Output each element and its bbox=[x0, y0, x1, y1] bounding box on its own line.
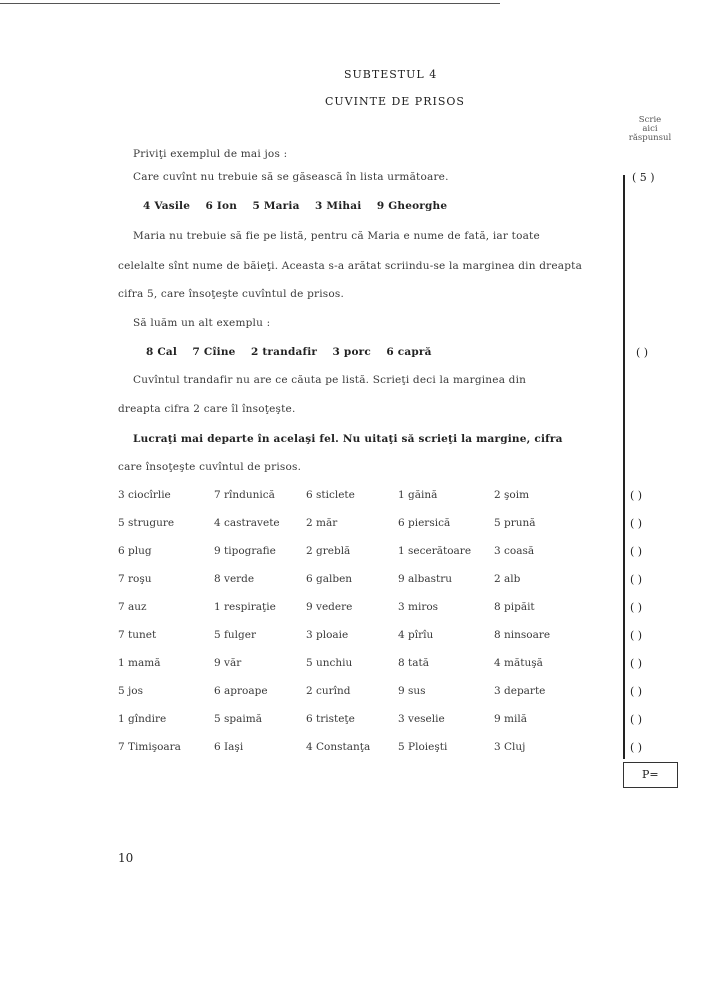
list-item bbox=[118, 713, 598, 729]
word-option: 3 veselie bbox=[398, 713, 445, 725]
top-rule bbox=[0, 3, 500, 4]
word-option: 6 Iaşi bbox=[214, 741, 244, 753]
word-option: 8 verde bbox=[214, 573, 255, 585]
word-option: 4 pîrîu bbox=[398, 629, 434, 641]
word-option: 3 miros bbox=[398, 601, 439, 613]
word-option: 7 rîndunică bbox=[214, 489, 275, 501]
word-option: 3 ciocîrlie bbox=[118, 489, 171, 501]
list-item bbox=[118, 629, 598, 645]
answer-slot[interactable]: ( ) bbox=[630, 545, 643, 558]
word-option: 5 strugure bbox=[118, 517, 175, 529]
word-option: 2 măr bbox=[306, 517, 338, 529]
explanation-line-3: cifra 5, care însoţeşte cuvîntul de prisos. bbox=[118, 288, 345, 300]
intro-line-3: Să luăm un alt exemplu : bbox=[133, 317, 271, 329]
answer-header-line-1: Scrie bbox=[638, 115, 662, 125]
explanation-line-1: Maria nu trebuie să fie pe listă, pentru că Maria e nume de fată, iar toate bbox=[133, 230, 540, 242]
word-option: 8 ninsoare bbox=[494, 629, 551, 641]
answer-header-line-2: aici bbox=[642, 124, 658, 134]
answer-header-line-3: răspunsul bbox=[628, 133, 672, 143]
word-option: 9 văr bbox=[214, 657, 242, 669]
answer-slot[interactable]: ( ) bbox=[630, 741, 643, 754]
word-option: 2 şoim bbox=[494, 489, 530, 501]
score-label: P= bbox=[642, 768, 659, 781]
answer-slot[interactable]: ( ) bbox=[630, 657, 643, 670]
word-option: 9 sus bbox=[398, 685, 426, 697]
list-item bbox=[118, 489, 598, 505]
word-option: 6 aproape bbox=[214, 685, 268, 697]
example-2-list: 8 Cal 7 Cîine 2 trandafir 3 porc 6 capră bbox=[146, 346, 432, 358]
score-box[interactable] bbox=[623, 762, 678, 788]
word-option: 4 Constanţa bbox=[306, 741, 371, 753]
word-option: 1 gîndire bbox=[118, 713, 167, 725]
word-option: 9 tipografie bbox=[214, 545, 276, 557]
word-option: 6 sticlete bbox=[306, 489, 355, 501]
list-item bbox=[118, 573, 598, 589]
word-option: 1 respiraţie bbox=[214, 601, 276, 613]
word-option: 5 Ploieşti bbox=[398, 741, 448, 753]
explanation-line-2: celelalte sînt nume de băieţi. Aceasta s-a arătat scriindu-se la marginea din dreapta bbox=[118, 260, 583, 272]
word-option: 9 milă bbox=[494, 713, 527, 725]
word-option: 3 coasă bbox=[494, 545, 535, 557]
answer-column-header bbox=[620, 116, 680, 143]
list-item bbox=[118, 657, 598, 673]
page-number: 10 bbox=[118, 851, 134, 865]
answer-slot[interactable]: ( ) bbox=[630, 685, 643, 698]
list-item bbox=[118, 741, 598, 757]
word-option: 9 albastru bbox=[398, 573, 453, 585]
word-option: 6 plug bbox=[118, 545, 152, 557]
word-option: 3 departe bbox=[494, 685, 546, 697]
example-answer: ( 5 ) bbox=[632, 171, 655, 184]
answer-slot[interactable]: ( ) bbox=[630, 489, 643, 502]
word-option: 5 spaimă bbox=[214, 713, 262, 725]
answer-slot[interactable]: ( ) bbox=[630, 573, 643, 586]
word-option: 5 fulger bbox=[214, 629, 256, 641]
intro-line-2: Care cuvînt nu trebuie să se găsească în lista următoare. bbox=[133, 171, 449, 183]
word-option: 9 vedere bbox=[306, 601, 353, 613]
word-option: 5 jos bbox=[118, 685, 143, 697]
word-option: 2 alb bbox=[494, 573, 521, 585]
word-option: 2 curînd bbox=[306, 685, 351, 697]
word-option: 7 auz bbox=[118, 601, 147, 613]
explanation-line-4: Cuvîntul trandafir nu are ce căuta pe listă. Scrieţi deci la marginea din bbox=[133, 374, 527, 386]
word-option: 6 galben bbox=[306, 573, 353, 585]
answer-slot[interactable]: ( ) bbox=[630, 517, 643, 530]
word-option: 1 mamă bbox=[118, 657, 161, 669]
instruction-line-2: care însoţeşte cuvîntul de prisos. bbox=[118, 461, 302, 473]
test-title: SUBTESTUL 4 bbox=[344, 68, 438, 81]
list-item bbox=[118, 685, 598, 701]
word-option: 1 găină bbox=[398, 489, 438, 501]
answer-slot[interactable]: ( ) bbox=[630, 713, 643, 726]
explanation-line-5: dreapta cifra 2 care îl însoţeşte. bbox=[118, 403, 296, 415]
word-option: 1 secerătoare bbox=[398, 545, 472, 557]
answer-slot[interactable]: ( ) bbox=[630, 601, 643, 614]
word-option: 7 roşu bbox=[118, 573, 152, 585]
intro-line-1: Priviţi exemplul de mai jos : bbox=[133, 148, 288, 160]
word-option: 4 mătuşă bbox=[494, 657, 543, 669]
instruction-line-1: Lucraţi mai departe în acelaşi fel. Nu uitaţi să scrieţi la margine, cifra bbox=[133, 433, 563, 445]
word-option: 8 tată bbox=[398, 657, 429, 669]
word-option: 3 ploaie bbox=[306, 629, 349, 641]
answer-margin-line bbox=[623, 175, 625, 759]
word-option: 3 Cluj bbox=[494, 741, 526, 753]
example-list: 4 Vasile 6 Ion 5 Maria 3 Mihai 9 Gheorghe bbox=[143, 200, 448, 212]
word-option: 5 unchiu bbox=[306, 657, 353, 669]
list-item bbox=[118, 545, 598, 561]
answer-slot[interactable]: ( ) bbox=[630, 629, 643, 642]
word-option: 6 piersică bbox=[398, 517, 451, 529]
example-2-answer: ( ) bbox=[636, 346, 649, 359]
word-option: 4 castravete bbox=[214, 517, 280, 529]
word-option: 7 Timişoara bbox=[118, 741, 181, 753]
word-option: 8 pipăit bbox=[494, 601, 535, 613]
word-option: 5 prună bbox=[494, 517, 536, 529]
word-option: 2 greblă bbox=[306, 545, 351, 557]
word-option: 7 tunet bbox=[118, 629, 157, 641]
word-option: 6 tristeţe bbox=[306, 713, 355, 725]
list-item bbox=[118, 601, 598, 617]
list-item bbox=[118, 517, 598, 533]
test-subtitle: CUVINTE DE PRISOS bbox=[325, 95, 465, 108]
